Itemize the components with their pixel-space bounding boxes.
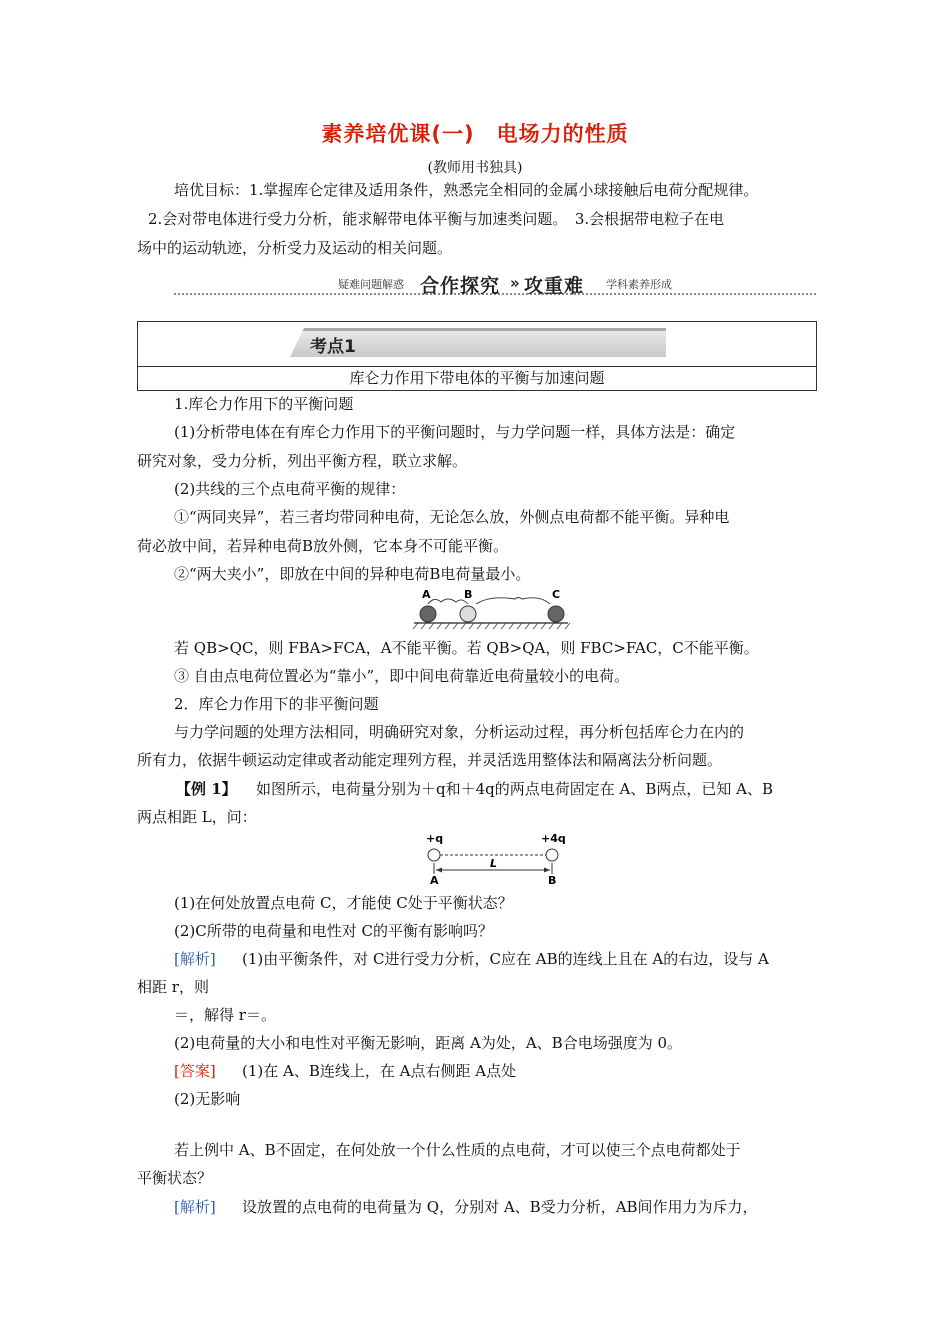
text-line: (2)无影响: [174, 1090, 241, 1108]
text-line: ＝，解得 r＝。: [174, 1006, 276, 1024]
brace-bc: [476, 598, 550, 605]
text-line: 若 QB>QC，则 FBA>FCA，A不能平衡。若 QB>QA，则 FBC>FAC，C不能平衡。: [174, 639, 759, 657]
text-line: 2．库仑力作用下的非平衡问题: [174, 695, 379, 713]
goals-line-1: 培优目标：1.掌握库仑定律及适用条件，熟悉完全相同的金属小球接触后电荷分配规律。: [174, 181, 759, 199]
example-label: 【例 1】: [176, 780, 237, 798]
fig1-label-a: A: [422, 588, 431, 601]
text-line: 设放置的点电荷的电荷量为 Q，分别对 A、B受力分析，AB间作用力为斥力，: [242, 1198, 758, 1216]
text-line: 若上例中 A、B不固定，在何处放一个什么性质的点电荷，才可以使三个点电荷都处于: [174, 1141, 741, 1159]
fig2-label-b: B: [548, 874, 557, 886]
text-line: 与力学问题的处理方法相同，明确研究对象，分析运动过程，再分析包括库仑力在内的: [174, 723, 745, 741]
fig2-label-a: A: [430, 874, 439, 886]
charge-c-ball: [548, 606, 564, 622]
two-charges-figure: [418, 832, 568, 886]
kaodian-subtitle: 库仑力作用下带电体的平衡与加速问题: [349, 369, 605, 387]
section-banner: [174, 273, 816, 299]
text-line: 所有力，依据牛顿运动定律或者动能定理列方程，并灵活选用整体法和隔离法分析问题。: [137, 751, 723, 769]
text-line: (2)电荷量的大小和电性对平衡无影响，距离 A为处，A、B合电场强度为 0。: [174, 1034, 683, 1052]
charge-b-ball: [460, 606, 476, 622]
fig2-ball-b: [546, 849, 558, 861]
fig2-charge-b: +4q: [541, 832, 566, 845]
kaodian-tag-label: 考点1: [310, 337, 356, 357]
page-title: 素养培优课(一) 电场力的性质: [321, 122, 629, 146]
kaodian-tag: [290, 328, 666, 357]
banner-main-a: 合作探究: [420, 275, 501, 297]
text-line: 相距 r，则: [137, 978, 209, 996]
question-1: (1)在何处放置点电荷 C，才能使 C处于平衡状态？: [174, 894, 513, 912]
fig2-dist-label: L: [490, 857, 498, 870]
text-line: (1)分析带电体在有库仑力作用下的平衡问题时，与力学问题一样，具体方法是：确定: [174, 423, 736, 441]
text-line: ③ 自由点电荷位置必为“靠小”，即中间电荷靠近电荷量较小的电荷。: [174, 667, 630, 685]
fig2-arrow-right-icon: [544, 868, 550, 873]
brace-ab: [428, 599, 468, 604]
page-subtitle: (教师用书独具): [427, 160, 523, 176]
analysis-label: [解析]: [174, 950, 216, 968]
text-line: (1)在 A、B连线上，在 A点右侧距 A点处: [242, 1062, 517, 1080]
goals-line-3: 场中的运动轨迹，分析受力及运动的相关问题。: [137, 239, 453, 257]
text-line: 荷必放中间，若异种电荷B放外侧，它本身不可能平衡。: [137, 537, 509, 555]
tag-corner-cut: [290, 328, 304, 357]
fig2-charge-a: +q: [426, 832, 444, 845]
goals-line-2: 2.会对带电体进行受力分析，能求解带电体平衡与加速类问题。 3.会根据带电粒子在电: [148, 210, 725, 228]
text-line: 1.库仑力作用下的平衡问题: [174, 395, 354, 413]
banner-main-b: 攻重难: [524, 275, 585, 297]
text-line: (2)共线的三个点电荷平衡的规律：: [174, 480, 406, 498]
answer-label: [答案]: [174, 1062, 216, 1080]
text-line: 如图所示，电荷量分别为＋q和＋4q的两点电荷固定在 A、B两点，已知 A、B: [256, 780, 773, 798]
fig1-label-c: C: [552, 588, 561, 601]
text-line: (1)由平衡条件，对 C进行受力分析，C应在 AB的连线上且在 A的右边，设与 A: [242, 950, 769, 968]
text-line: 研究对象，受力分析，列出平衡方程，联立求解。: [137, 452, 468, 470]
kaodian-box: [137, 321, 817, 391]
text-line: ①“两同夹异”，若三者均带同种电荷，无论怎么放，外侧点电荷都不能平衡。异种电: [174, 508, 730, 526]
charge-a-ball: [420, 606, 436, 622]
banner-separator-icon: »: [510, 274, 521, 292]
text-line: 平衡状态？: [137, 1169, 213, 1187]
ground-hatch: [413, 623, 570, 629]
text-line: 两点相距 L，问：: [137, 808, 257, 826]
text-line: ②“两大夹小”，即放在中间的异种电荷B电荷量最小。: [174, 565, 531, 583]
banner-left-text: 疑难问题解惑: [338, 278, 404, 291]
analysis-label-2: [解析]: [174, 1198, 216, 1216]
banner-right-text: 学科素养形成: [606, 278, 672, 291]
three-charges-figure: [410, 586, 572, 634]
question-2: (2)C所带的电荷量和电性对 C的平衡有影响吗？: [174, 922, 493, 940]
fig2-ball-a: [428, 849, 440, 861]
fig1-label-b: B: [464, 588, 473, 601]
fig2-arrow-left-icon: [436, 868, 442, 873]
